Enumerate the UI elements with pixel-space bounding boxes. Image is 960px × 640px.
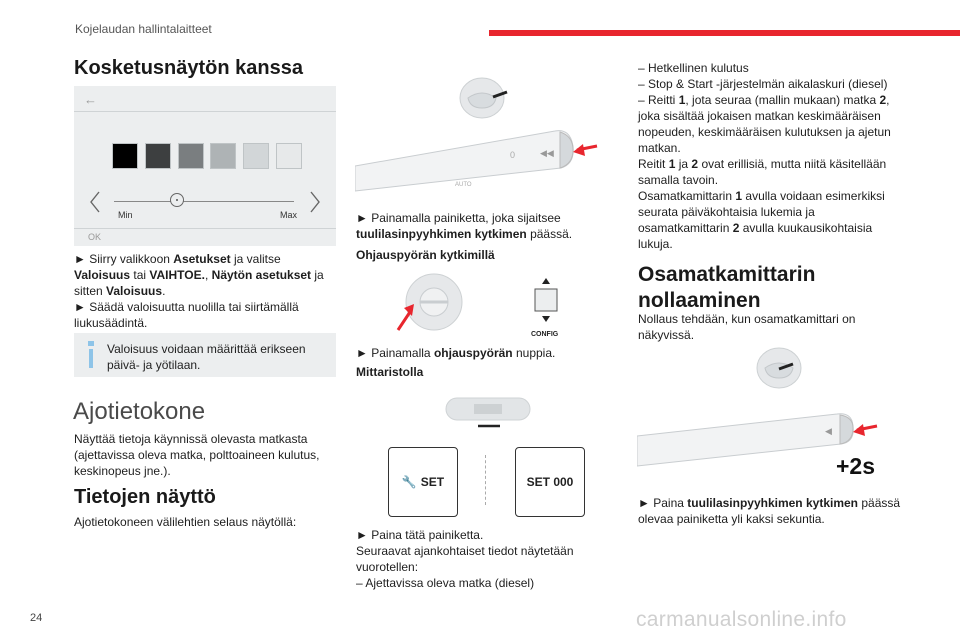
brightness-slider-track[interactable] xyxy=(114,201,294,202)
heading-data-display: Tietojen näyttö xyxy=(74,486,216,508)
instruction-wiper-button: ► Painamalla painiketta, joka sijaitsee tuulilasinpyyhkimen kytkimen päässä. xyxy=(356,211,573,241)
instruction-steering-knob: ► Painamalla ohjauspyörän nuppia. xyxy=(356,346,556,360)
swatch-black[interactable] xyxy=(112,143,138,169)
heading-trip-reset: Osamatkamittarin nollaaminen xyxy=(638,263,816,312)
wrench-icon: 🔧 xyxy=(401,475,417,489)
slider-min-label: Min xyxy=(118,210,133,220)
swatch-lightest[interactable] xyxy=(276,143,302,169)
swatch-lighter[interactable] xyxy=(243,143,269,169)
chevron-right-icon[interactable] xyxy=(308,190,322,214)
svg-text:◀◀: ◀◀ xyxy=(540,148,554,158)
reset-description: Nollaus tehdään, kun osamatkamittari on näkyvissä. xyxy=(638,312,856,342)
info-icon xyxy=(88,341,94,368)
plus-2s-label: +2s xyxy=(836,453,876,479)
slider-max-label: Max xyxy=(280,210,298,220)
set-000-button[interactable]: SET 000 xyxy=(515,447,585,517)
instruction-reset: ► Paina tuulilasinpyyhkimen kytkimen päässä olevaa painiketta yli kaksi sekuntia. xyxy=(638,496,901,526)
config-button-illustration xyxy=(532,276,560,338)
watermark: carmanualsonline.info xyxy=(636,608,847,631)
page-number: 24 xyxy=(30,612,43,624)
data-display-description: Ajotietokoneen välilehtien selaus näytöllä: xyxy=(74,515,297,529)
running-header: Kojelaudan hallintalaitteet xyxy=(75,22,212,36)
svg-text:AUTO: AUTO xyxy=(455,182,472,188)
brightness-settings-screen xyxy=(74,86,336,246)
trip-computer-description: Näyttää tietoja käynnissä olevasta matkasta (ajettavissa oleva matka, polttoaineen kulutus, keskinopeus jne.). xyxy=(74,432,320,478)
divider xyxy=(485,455,487,505)
brightness-slider-handle[interactable] xyxy=(170,193,184,207)
header-accent-bar xyxy=(489,30,960,36)
steering-wheel-illustration xyxy=(396,272,466,342)
config-button-icon xyxy=(532,276,560,332)
heading-instrument-panel: Mittaristolla xyxy=(356,365,424,379)
instrument-panel-illustration xyxy=(444,392,534,432)
arrow-left-icon[interactable]: ← xyxy=(84,92,97,107)
instruction-brightness: ► Siirry valikkoon Asetukset ja valitse Valoisuus tai VAIHTOE., Näytön asetukset ja sitten Valoisuus. ► Säädä valoisuutta nuolilla tai siirtämällä liukusäädintä. xyxy=(74,252,324,330)
chevron-left-icon[interactable] xyxy=(88,190,102,214)
svg-text:◀: ◀ xyxy=(825,426,832,436)
bullet-arrow: ► xyxy=(74,252,86,266)
bullet-arrow: ► xyxy=(74,300,86,314)
swatch-light[interactable] xyxy=(210,143,236,169)
trip-data-list: – Hetkellinen kulutus – Stop & Start -järjestelmän aikalaskuri (diesel) – Reitti 1, jota seuraa (mallin mukaan) matka 2, joka sisältää jokaisen matkan keskimääräisen nopeuden, keskimääräisen kulutuksen ja ajetun matkan. Reitit 1 ja 2 ovat erillisiä, mutta niitä käsitellään samalla tavoin. Osamatkamittarin 1 avulla voidaan esimerkiksi seurata päiväkohtaisia lukemia ja osamatkamittarin 2 avulla kuukausikohtaisia lukuja. xyxy=(638,61,891,251)
svg-text:0: 0 xyxy=(510,150,516,160)
set-button[interactable]: 🔧 SET xyxy=(388,447,458,517)
swatch-dark[interactable] xyxy=(145,143,171,169)
wiper-stalk-illustration xyxy=(355,76,605,206)
info-text: Valoisuus voidaan määrittää erikseen päivä- ja yötilaan. xyxy=(107,342,306,372)
heading-touchscreen: Kosketusnäytön kanssa xyxy=(74,57,303,79)
heading-trip-computer: Ajotietokone xyxy=(73,398,206,425)
info-box xyxy=(74,333,336,377)
config-label: CONFIG xyxy=(531,331,559,338)
swatch-mid[interactable] xyxy=(178,143,204,169)
ok-button[interactable]: OK xyxy=(88,232,102,242)
instruction-set-button: ► Paina tätä painiketta. Seuraavat ajankohtaiset tiedot näytetään vuorotellen: – Ajettavissa oleva matka (diesel) xyxy=(356,528,574,590)
heading-steering-controls: Ohjauspyörän kytkimillä xyxy=(356,248,495,262)
